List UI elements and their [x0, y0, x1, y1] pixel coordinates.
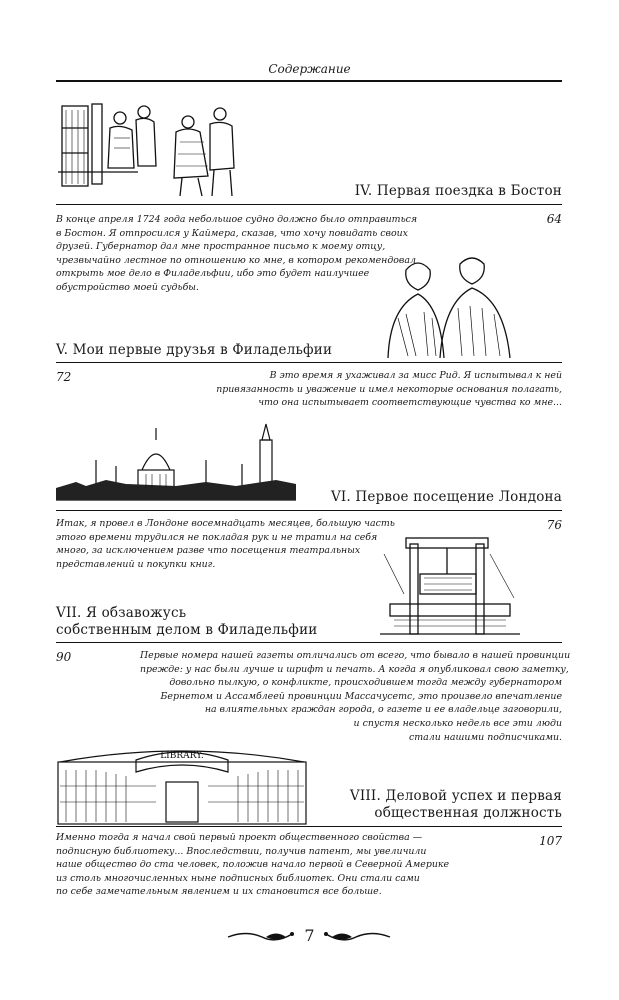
- printers-illustration: [58, 98, 248, 198]
- chapter-4-rule: [56, 204, 562, 205]
- page-number: 7: [304, 926, 315, 945]
- chapter-8-rule: [56, 826, 562, 827]
- chapter-4-page-number: 64: [546, 212, 562, 226]
- chapter-5-title: V. Мои первые друзья в Филадельфии: [56, 342, 333, 358]
- chapter-6-page-number: 76: [546, 518, 562, 532]
- printing-press-illustration: [380, 534, 520, 640]
- chapter-7-title: VII. Я обзавожусь собственным делом в Филадельфии: [56, 605, 318, 638]
- chapter-7-page-number: 90: [56, 650, 72, 664]
- chapter-8-excerpt: Именно тогда я начал свой первый проект общественного свойства — подписную библиотеку... Впоследствии, получив патент, мы увеличили наше общество до ста человек, положив начало первой в Северной Америке из столь многочисленных ныне подписных библиотек. Они стали сами по себе замечательным явлением и их становится все больше.: [56, 832, 450, 898]
- gentlemen-illustration: [378, 248, 516, 360]
- chapter-5-rule: [56, 362, 562, 363]
- chapter-6-rule: [56, 510, 562, 511]
- chapter-8-page-number: 107: [539, 834, 562, 848]
- footer-ornament-right: [322, 928, 392, 946]
- chapter-4-excerpt: В конце апреля 1724 года небольшое судно должно было отправиться в Бостон. Я отпросился у Каймера, сказав, что хочу повидать своих друзей. Губернатор дал мне пространное письмо к моему отцу, чрезвычайно лестное по отношению ко мне, в котором рекомендовал открыть мое дело в Филадельфии, ибо это будет наилучшее обустройство моей судьбы.: [56, 214, 418, 293]
- chapter-7-rule: [56, 642, 562, 643]
- header-rule: [56, 80, 562, 82]
- running-header: Содержание: [268, 62, 351, 76]
- chapter-5-page-number: 72: [56, 370, 72, 384]
- library-sign: LIBRARY.: [160, 751, 204, 761]
- chapter-6-excerpt: Итак, я провел в Лондоне восемнадцать месяцев, большую часть этого времени трудился не покладая рук и не тратил на себя много, за исключением разве что посещения театральных представлений и покупки книг.: [56, 518, 395, 570]
- chapter-4-title: IV. Первая поездка в Бостон: [354, 183, 562, 199]
- chapter-6-title: VI. Первое посещение Лондона: [330, 489, 562, 505]
- chapter-7-excerpt: Первые номера нашей газеты отличались от всего, что бывало в нашей провинции прежде: у нас были лучше и шрифт и печать. А когда я опубликовал свою заметку, довольно пылкую, о конфликте, происходившем тогда между губернатором Бернетом и Ассамблеей провинции Массачусетс, это произвело впечатление на влиятельных граждан города, о газете и ее владельце заговорили, и спустя несколько недель все эти люди стали нашими подписчиками.: [140, 650, 571, 743]
- chapter-8-title: VIII. Деловой успех и первая общественная должность: [349, 788, 562, 821]
- chapter-5-excerpt: В это время я ухаживал за мисс Рид. Я испытывал к ней привязанность и уважение и имел некоторые основания полагать, что она испытывает соответствующие чувства ко мне...: [216, 370, 562, 409]
